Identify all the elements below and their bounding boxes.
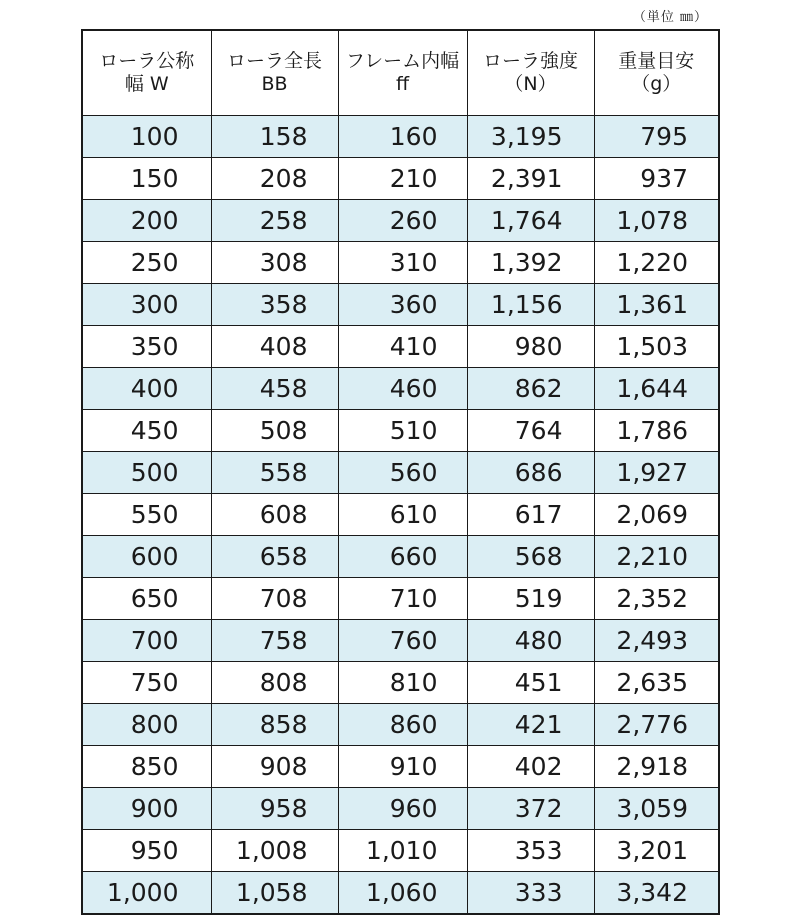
cell-nominal-width: 350 (82, 326, 211, 368)
cell-nominal-width: 300 (82, 284, 211, 326)
cell-roller-length: 308 (211, 242, 338, 284)
header-weight (594, 30, 719, 116)
cell-roller-strength: 568 (467, 536, 594, 578)
cell-roller-strength: 686 (467, 452, 594, 494)
table-row (82, 662, 719, 704)
header-line: ff (395, 73, 410, 95)
cell-weight: 2,352 (594, 578, 719, 620)
cell-roller-strength: 980 (467, 326, 594, 368)
header-line: （N） (504, 73, 557, 95)
cell-roller-length: 608 (211, 494, 338, 536)
cell-frame-inner-width: 410 (338, 326, 467, 368)
cell-weight: 3,201 (594, 830, 719, 872)
header-line: （g） (631, 73, 682, 95)
cell-roller-length: 808 (211, 662, 338, 704)
cell-frame-inner-width: 360 (338, 284, 467, 326)
table-row (82, 536, 719, 578)
cell-roller-length: 658 (211, 536, 338, 578)
cell-weight: 937 (594, 158, 719, 200)
cell-roller-strength: 1,392 (467, 242, 594, 284)
cell-roller-length: 208 (211, 158, 338, 200)
table-row (82, 788, 719, 830)
cell-weight: 2,635 (594, 662, 719, 704)
cell-roller-length: 558 (211, 452, 338, 494)
cell-nominal-width: 500 (82, 452, 211, 494)
table-row (82, 578, 719, 620)
table-row (82, 830, 719, 872)
header-line: BB (261, 73, 288, 95)
unit-note: （単位 ㎜） (632, 10, 708, 25)
cell-weight: 3,342 (594, 872, 719, 915)
cell-roller-strength: 2,391 (467, 158, 594, 200)
table-row (82, 452, 719, 494)
header-line: ローラ公称 (99, 50, 195, 72)
table-row (82, 200, 719, 242)
cell-weight: 1,644 (594, 368, 719, 410)
cell-frame-inner-width: 460 (338, 368, 467, 410)
cell-frame-inner-width: 910 (338, 746, 467, 788)
cell-frame-inner-width: 710 (338, 578, 467, 620)
table-row (82, 410, 719, 452)
cell-roller-length: 458 (211, 368, 338, 410)
cell-nominal-width: 800 (82, 704, 211, 746)
cell-nominal-width: 150 (82, 158, 211, 200)
header-line: 重量目安 (618, 50, 695, 72)
cell-frame-inner-width: 160 (338, 116, 467, 158)
cell-weight: 1,927 (594, 452, 719, 494)
header-roller-length (211, 30, 338, 116)
header-frame-inner-width (338, 30, 467, 116)
cell-roller-strength: 333 (467, 872, 594, 915)
cell-roller-length: 358 (211, 284, 338, 326)
roller-spec-table (81, 29, 720, 915)
cell-frame-inner-width: 560 (338, 452, 467, 494)
cell-roller-strength: 353 (467, 830, 594, 872)
cell-frame-inner-width: 760 (338, 620, 467, 662)
cell-roller-length: 408 (211, 326, 338, 368)
cell-nominal-width: 200 (82, 200, 211, 242)
header-line: ローラ強度 (482, 50, 578, 72)
header-line: フレーム内幅 (345, 50, 460, 72)
cell-frame-inner-width: 810 (338, 662, 467, 704)
cell-nominal-width: 550 (82, 494, 211, 536)
cell-weight: 1,786 (594, 410, 719, 452)
cell-frame-inner-width: 210 (338, 158, 467, 200)
cell-nominal-width: 250 (82, 242, 211, 284)
cell-roller-length: 1,058 (211, 872, 338, 915)
cell-weight: 2,069 (594, 494, 719, 536)
cell-frame-inner-width: 860 (338, 704, 467, 746)
cell-frame-inner-width: 310 (338, 242, 467, 284)
table-row (82, 116, 719, 158)
cell-weight: 1,361 (594, 284, 719, 326)
cell-weight: 1,078 (594, 200, 719, 242)
cell-nominal-width: 600 (82, 536, 211, 578)
cell-roller-strength: 519 (467, 578, 594, 620)
cell-roller-length: 858 (211, 704, 338, 746)
cell-roller-length: 158 (211, 116, 338, 158)
table-row (82, 158, 719, 200)
cell-roller-strength: 1,156 (467, 284, 594, 326)
cell-roller-length: 258 (211, 200, 338, 242)
table-row (82, 368, 719, 410)
cell-frame-inner-width: 1,060 (338, 872, 467, 915)
cell-roller-strength: 372 (467, 788, 594, 830)
cell-roller-length: 708 (211, 578, 338, 620)
cell-weight: 2,210 (594, 536, 719, 578)
cell-roller-length: 908 (211, 746, 338, 788)
cell-weight: 2,776 (594, 704, 719, 746)
cell-nominal-width: 950 (82, 830, 211, 872)
cell-roller-length: 1,008 (211, 830, 338, 872)
cell-nominal-width: 750 (82, 662, 211, 704)
header-line: ローラ全長 (226, 50, 322, 72)
cell-weight: 2,493 (594, 620, 719, 662)
table-row (82, 746, 719, 788)
cell-nominal-width: 1,000 (82, 872, 211, 915)
cell-nominal-width: 100 (82, 116, 211, 158)
cell-roller-strength: 764 (467, 410, 594, 452)
cell-weight: 1,503 (594, 326, 719, 368)
header-line: 幅 W (124, 73, 169, 95)
cell-roller-strength: 1,764 (467, 200, 594, 242)
cell-frame-inner-width: 660 (338, 536, 467, 578)
cell-nominal-width: 900 (82, 788, 211, 830)
cell-roller-strength: 617 (467, 494, 594, 536)
table-row (82, 494, 719, 536)
cell-weight: 795 (594, 116, 719, 158)
table-row (82, 620, 719, 662)
cell-nominal-width: 450 (82, 410, 211, 452)
cell-weight: 1,220 (594, 242, 719, 284)
cell-nominal-width: 850 (82, 746, 211, 788)
cell-nominal-width: 400 (82, 368, 211, 410)
cell-roller-strength: 862 (467, 368, 594, 410)
cell-roller-strength: 402 (467, 746, 594, 788)
cell-roller-length: 958 (211, 788, 338, 830)
cell-roller-strength: 421 (467, 704, 594, 746)
cell-weight: 2,918 (594, 746, 719, 788)
cell-frame-inner-width: 510 (338, 410, 467, 452)
cell-nominal-width: 700 (82, 620, 211, 662)
table-header-row (82, 30, 719, 116)
table-row (82, 326, 719, 368)
table-body (82, 116, 719, 915)
cell-frame-inner-width: 610 (338, 494, 467, 536)
cell-weight: 3,059 (594, 788, 719, 830)
cell-frame-inner-width: 960 (338, 788, 467, 830)
table-row (82, 284, 719, 326)
cell-frame-inner-width: 1,010 (338, 830, 467, 872)
table-row (82, 242, 719, 284)
header-nominal-width (82, 30, 211, 116)
table-row (82, 704, 719, 746)
cell-roller-length: 758 (211, 620, 338, 662)
cell-nominal-width: 650 (82, 578, 211, 620)
cell-roller-strength: 3,195 (467, 116, 594, 158)
cell-roller-strength: 480 (467, 620, 594, 662)
cell-frame-inner-width: 260 (338, 200, 467, 242)
table-row (82, 872, 719, 915)
cell-roller-strength: 451 (467, 662, 594, 704)
header-roller-strength (467, 30, 594, 116)
cell-roller-length: 508 (211, 410, 338, 452)
